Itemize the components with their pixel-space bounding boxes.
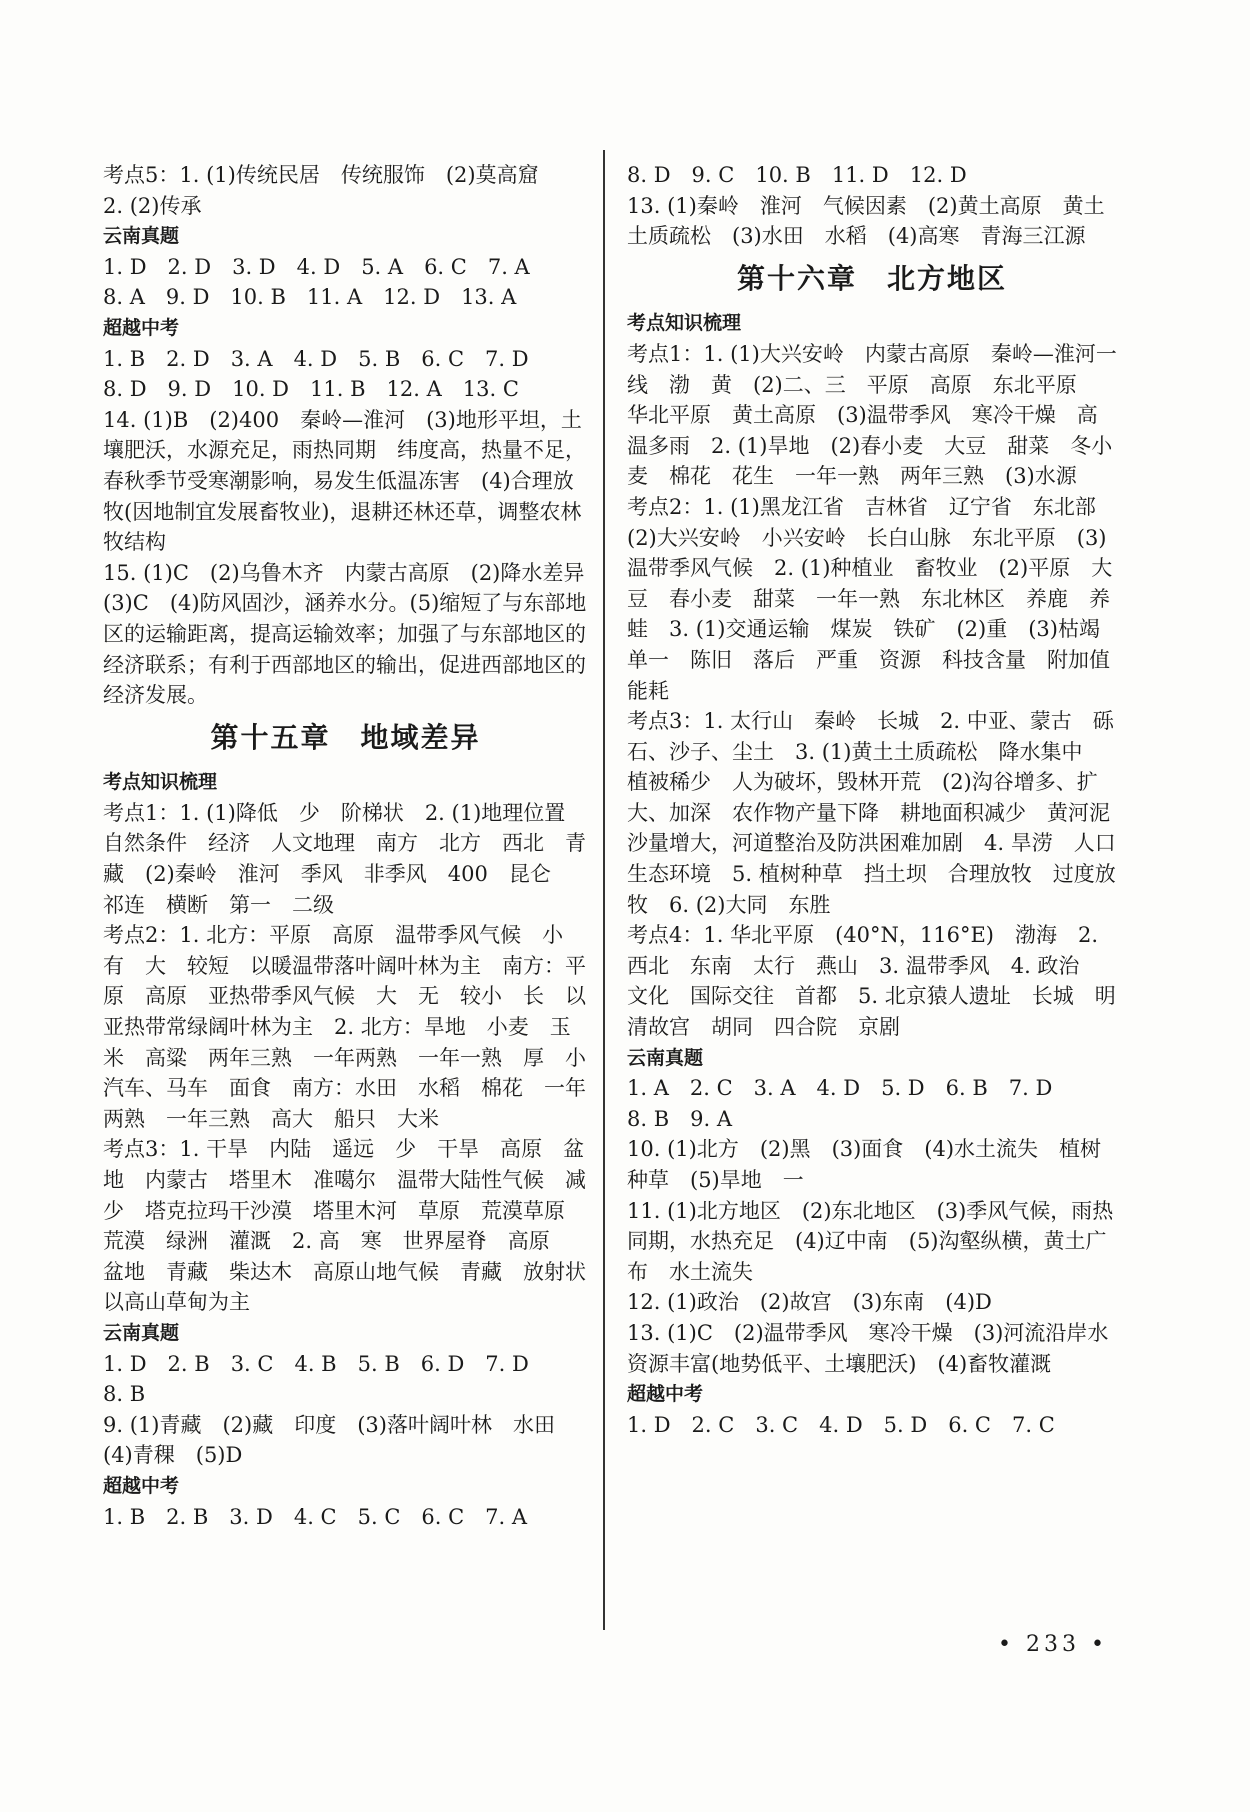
answer-line: 1. A 2. C 3. A 4. D 5. D 6. B 7. D [627,1076,1053,1101]
section-heading: 超越中考 [103,1474,180,1497]
answer-paragraph: 考点1：1. (1)大兴安岭 内蒙古高原 秦岭—淮河一线 渤 黄 (2)二、三 平原 高原 东北平原 华北平原 黄土高原 (3)温带季风 寒冷干燥 高温多雨 2. (1)旱地 (2)春小麦 大豆 甜菜 冬小麦 棉花 花生 一年一熟 两年三熟 (3)水源 [627,341,1117,489]
section-heading: 云南真题 [103,1321,180,1344]
section-heading: 超越中考 [627,1383,704,1406]
section-heading: 考点知识梳理 [627,312,742,335]
answer-line: 1. B 2. D 3. A 4. D 5. B 6. C 7. D [103,346,529,371]
right-column [627,160,1137,1440]
answer-paragraph: 考点2：1. 北方：平原 高原 温带季风气候 小 有 大 较短 以暖温带落叶阔叶林为主 南方：平原 高原 亚热带季风气候 大 无 较小 长 以亚热带常绿阔叶林为主 2. 北方：旱地 小麦 玉米 高粱 两年三熟 一年两熟 一年一熟 厚 小 汽车、马车 面食 南方：水田 水稻 棉花 一年两熟 一年三熟 高大 船只 大米 [103,923,607,1131]
answer-line: 1. D 2. D 3. D 4. D 5. A 6. C 7. A [103,254,530,279]
answer-paragraph: 15. (1)C (2)乌鲁木齐 内蒙古高原 (2)降水差异 (3)C (4)防风固沙，涵养水分。(5)缩短了与东部地区的运输距离，提高运输效率；加强了与东部地区的经济联系；有利于西部地区的输出，促进西部地区的经济发展。 [103,560,606,708]
answer-paragraph: 考点3：1. 干旱 内陆 遥远 少 干旱 高原 盆地 内蒙古 塔里木 准噶尔 温带大陆性气候 减少 塔克拉玛干沙漠 塔里木河 草原 荒漠草原 荒漠 绿洲 灌溉 2. 高 寒 世界屋脊 高原 盆地 青藏 柴达木 高原山地气候 青藏 放射状 以高山草甸为主 [103,1137,607,1315]
answer-paragraph: 13. (1)C (2)温带季风 寒冷干燥 (3)河流沿岸水资源丰富(地势低平、土壤肥沃) (4)畜牧灌溉 [627,1320,1109,1376]
answer-line: 2. (2)传承 [103,193,202,218]
answer-line: 8. D 9. C 10. B 11. D 12. D [627,163,967,187]
section-heading: 考点知识梳理 [103,771,218,794]
chapter-title: 第十六章 北方地区 [736,261,1007,295]
answer-paragraph: 9. (1)青藏 (2)藏 印度 (3)落叶阔叶林 水田 (4)青稞 (5)D [103,1412,576,1468]
answer-line: 8. A 9. D 10. B 11. A 12. D 13. A [103,285,517,310]
section-heading: 云南真题 [103,225,180,248]
column-divider [603,150,605,1630]
answer-line: 考点5：1. (1)传统民居 传统服饰 (2)莫高窟 [103,163,539,187]
answer-line: 8. B 9. A [627,1106,733,1131]
answer-paragraph: 考点2：1. (1)黑龙江省 吉林省 辽宁省 东北部 (2)大兴安岭 小兴安岭 长白山脉 东北平原 (3)温带季风气候 2. (1)种植业 畜牧业 (2)平原 大豆 春小麦 甜菜 一年一熟 东北林区 养鹿 养蛙 3. (1)交通运输 煤炭 铁矿 (2)重 (3)枯竭 单一 陈旧 落后 严重 资源 科技含量 附加值 能耗 [627,494,1131,703]
answer-paragraph: 10. (1)北方 (2)黑 (3)面食 (4)水土流失 植树种草 (5)旱地 一 [627,1137,1102,1192]
left-column [103,160,607,1532]
answer-paragraph: 考点3：1. 太行山 秦岭 长城 2. 中亚、蒙古 砾石、沙子、尘土 3. (1)黄土土质疏松 降水集中 植被稀少 人为破坏，毁林开荒 (2)沟谷增多、扩大、加深 农作物产量下降 耕地面积减少 黄河泥沙量增大，河道整治及防洪困难加剧 4. 旱涝 人口 生态环境 5. 植树种草 挡土坝 合理放牧 过度放牧 6. (2)大同 东胜 [627,709,1137,917]
chapter-title: 第十五章 地域差异 [210,720,481,754]
answer-line: 8. D 9. D 10. D 11. B 12. A 13. C [103,377,519,402]
answer-paragraph: 考点1：1. (1)降低 少 阶梯状 2. (1)地理位置 自然条件 经济 人文地理 南方 北方 西北 青藏 (2)秦岭 淮河 季风 非季风 400 昆仑 祁连 横断 第一 二级 [103,800,587,917]
answer-line: 1. B 2. B 3. D 4. C 5. C 6. C 7. A [103,1504,528,1529]
answer-paragraph: 12. (1)政治 (2)故宫 (3)东南 (4)D [627,1290,992,1315]
answer-paragraph: 考点4：1. 华北平原 (40°N，116°E) 渤海 2. 西北 东南 太行 燕山 3. 温带季风 4. 政治 文化 国际交往 首都 5. 北京猿人遗址 长城 明清故宫 胡同 四合院 京剧 [627,923,1116,1040]
section-heading: 云南真题 [627,1046,704,1069]
answer-paragraph: 13. (1)秦岭 淮河 气候因素 (2)黄土高原 黄土土质疏松 (3)水田 水稻 (4)高寒 青海三江源 [627,193,1105,249]
answer-line: 1. D 2. C 3. C 4. D 5. D 6. C 7. C [627,1412,1055,1437]
answer-line: 8. B [103,1382,146,1407]
answer-paragraph: 11. (1)北方地区 (2)东北地区 (3)季风气候，雨热同期，水热充足 (4)辽中南 (5)沟壑纵横，黄土广布 水土流失 [627,1198,1114,1284]
answer-line: 1. D 2. B 3. C 4. B 5. B 6. D 7. D [103,1351,529,1376]
answer-paragraph: 14. (1)B (2)400 秦岭—淮河 (3)地形平坦，土壤肥沃，水源充足，雨热同期 纬度高，热量不足，春秋季节受寒潮影响，易发生低温冻害 (4)合理放牧(因地制宜发展畜牧业)，退耕还林还草，调整农林牧结构 [103,407,586,555]
page-number: • 233 • [998,1632,1108,1657]
section-heading: 超越中考 [103,316,180,339]
